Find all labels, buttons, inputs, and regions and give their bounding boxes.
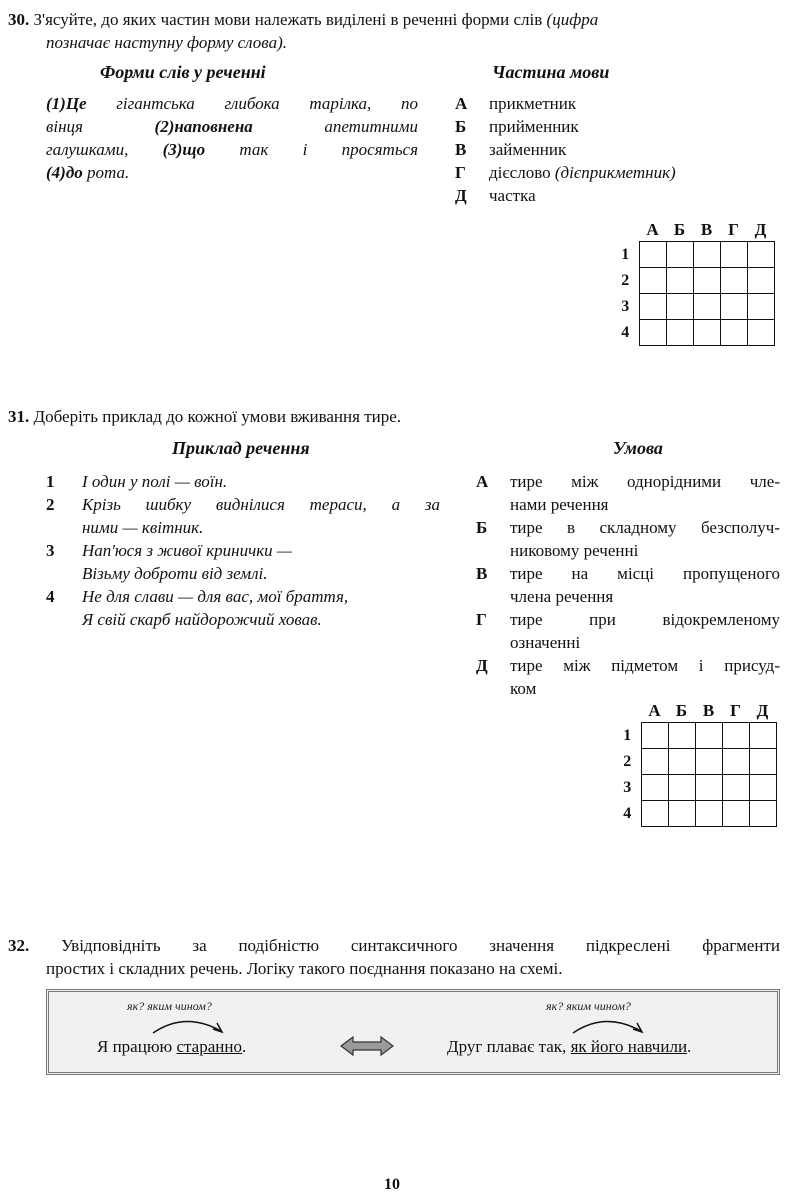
- q30-prompt-note-1: (цифра: [546, 10, 599, 29]
- example-number: 3: [46, 541, 55, 560]
- answer-cell[interactable]: [666, 242, 693, 268]
- answer-cell[interactable]: [695, 723, 722, 749]
- grid-col-header: А: [646, 220, 659, 239]
- q32-prompt: [8, 934, 780, 980]
- answer-cell[interactable]: [720, 268, 747, 294]
- example-line: Нап'юся з живої кринички —: [82, 541, 293, 560]
- condition-letter: Г: [476, 610, 487, 629]
- answer-cell[interactable]: [749, 775, 776, 801]
- answer-cell[interactable]: [693, 268, 720, 294]
- answer-cell[interactable]: [641, 775, 668, 801]
- q31-condition: [476, 654, 780, 700]
- double-arrow-icon: [339, 1035, 395, 1057]
- answer-cell[interactable]: [668, 801, 695, 827]
- q30-option: [455, 184, 676, 207]
- q30-prompt-note-2: позначає наступну форму слова).: [46, 33, 287, 52]
- condition-line: тире в складному безсполуч-: [510, 518, 780, 537]
- grid-col-header: В: [700, 220, 713, 239]
- answer-cell[interactable]: [639, 242, 666, 268]
- q30-answer-grid: [612, 219, 775, 346]
- left-arc-arrow: [147, 1013, 227, 1037]
- left-question: як? яким чином?: [127, 999, 212, 1013]
- q31-example: [46, 585, 446, 631]
- answer-cell[interactable]: [749, 749, 776, 775]
- answer-cell[interactable]: [693, 242, 720, 268]
- left-sentence-end: .: [241, 1037, 247, 1056]
- q32-scheme-box: [46, 989, 780, 1075]
- answer-cell[interactable]: [641, 749, 668, 775]
- answer-cell[interactable]: [639, 320, 666, 346]
- answer-cell[interactable]: [639, 294, 666, 320]
- answer-cell[interactable]: [695, 801, 722, 827]
- grid-row-label: 4: [621, 323, 630, 341]
- q31-left-header: Приклад речення: [172, 438, 310, 458]
- grid-row-label: 3: [623, 778, 632, 796]
- q30-sentence-text: так і просяться: [239, 140, 418, 159]
- q32-prompt-line-2: простих і складних речень. Логіку такого поєднання показано на схемі.: [46, 959, 563, 978]
- page-number: 10: [384, 1176, 400, 1193]
- option-letter: Д: [455, 186, 467, 205]
- q30-sentence-text: рота.: [87, 163, 130, 182]
- q31-prompt-text: Доберіть приклад до кожної умови вживання тире.: [33, 407, 402, 426]
- right-sentence: [447, 1037, 691, 1057]
- q32-prompt-line-1: Увідповідніть за подібністю синтаксичного значення підкреслені фрагменти: [61, 936, 781, 955]
- answer-cell[interactable]: [668, 723, 695, 749]
- grid-col-header: В: [702, 701, 715, 720]
- option-text: дієслово: [489, 163, 551, 182]
- right-sentence-end: .: [687, 1037, 692, 1056]
- q31-examples: [46, 470, 446, 631]
- answer-cell[interactable]: [747, 320, 774, 346]
- answer-cell[interactable]: [749, 801, 776, 827]
- answer-cell[interactable]: [747, 268, 774, 294]
- example-line: Я свій скарб найдорожчий ховав.: [82, 610, 322, 629]
- q30-sentence-text: вінця: [46, 117, 83, 136]
- q31-example: [46, 539, 446, 585]
- grid-col-header: Д: [756, 701, 769, 720]
- answer-cell[interactable]: [747, 242, 774, 268]
- q30-options: [455, 92, 676, 207]
- q31-answer-grid: [614, 700, 777, 827]
- condition-letter: Б: [476, 518, 488, 537]
- option-text: займенник: [489, 140, 567, 159]
- q30-sentence-text: гігантська глибока тарілка, по: [116, 94, 418, 113]
- q31-condition: [476, 562, 780, 608]
- answer-cell[interactable]: [668, 749, 695, 775]
- q30-marked-word-1: (1)Це: [46, 94, 87, 113]
- grid-col-header: Б: [673, 220, 686, 239]
- option-text: прикметник: [489, 94, 577, 113]
- grid-col-header: Г: [728, 220, 739, 239]
- answer-cell[interactable]: [720, 320, 747, 346]
- answer-cell[interactable]: [722, 775, 749, 801]
- example-line: Не для слави — для вас, мої браття,: [82, 587, 349, 606]
- condition-line: тире при відокремленому: [510, 610, 780, 629]
- answer-cell[interactable]: [693, 320, 720, 346]
- answer-cell[interactable]: [695, 749, 722, 775]
- left-underlined: старанно: [176, 1037, 242, 1056]
- condition-letter: В: [476, 564, 488, 583]
- grid-col-header: Г: [730, 701, 741, 720]
- q32-number: 32.: [8, 936, 30, 955]
- answer-cell[interactable]: [722, 723, 749, 749]
- answer-cell[interactable]: [695, 775, 722, 801]
- q31-condition: [476, 516, 780, 562]
- answer-cell[interactable]: [639, 268, 666, 294]
- condition-letter: Д: [476, 656, 488, 675]
- example-line: Крізь шибку виднілися тераси, а за: [82, 495, 440, 514]
- grid-row-label: 4: [623, 804, 632, 822]
- q30-sentence-text: галушками,: [46, 140, 129, 159]
- grid-row-label: 2: [621, 271, 630, 289]
- example-line: ними — квітник.: [82, 518, 204, 537]
- q30-number: 30.: [8, 10, 30, 29]
- condition-line: члена речення: [510, 587, 614, 606]
- grid-col-header: А: [648, 701, 661, 720]
- option-letter: Г: [455, 163, 466, 182]
- condition-line: никовому реченні: [510, 541, 639, 560]
- grid-row-label: 1: [623, 726, 632, 744]
- example-line: Візьму доброти від землі.: [82, 564, 268, 583]
- right-question: як? яким чином?: [546, 999, 631, 1013]
- q31-condition: [476, 608, 780, 654]
- grid-col-header: Д: [754, 220, 767, 239]
- condition-line: нами речення: [510, 495, 609, 514]
- answer-cell[interactable]: [641, 723, 668, 749]
- answer-cell[interactable]: [749, 723, 776, 749]
- grid-row-label: 3: [621, 297, 630, 315]
- right-arc-arrow: [567, 1013, 647, 1037]
- answer-cell[interactable]: [720, 242, 747, 268]
- option-text: прийменник: [489, 117, 579, 136]
- answer-cell[interactable]: [720, 294, 747, 320]
- option-letter: А: [455, 94, 468, 113]
- condition-line: тире на місці пропущеного: [510, 564, 780, 583]
- right-sentence-text: Друг плаває так,: [447, 1037, 571, 1056]
- grid-row-label: 1: [621, 245, 630, 263]
- answer-cell[interactable]: [747, 294, 774, 320]
- q30-prompt-text: З'ясуйте, до яких частин мови належать виділені в реченні форми слів: [33, 10, 543, 29]
- grid-col-header: Б: [675, 701, 688, 720]
- answer-cell[interactable]: [641, 801, 668, 827]
- answer-cell[interactable]: [666, 268, 693, 294]
- q30-option: [455, 138, 676, 161]
- q30-marked-word-3: (3)що: [162, 140, 206, 159]
- example-number: 4: [46, 587, 55, 606]
- answer-cell[interactable]: [666, 320, 693, 346]
- q31-right-header: Умова: [613, 438, 663, 458]
- q30-sentence-text: апетитними: [324, 117, 419, 136]
- option-text: частка: [489, 186, 536, 205]
- q31-number: 31.: [8, 407, 30, 426]
- condition-line: ком: [510, 679, 537, 698]
- q31-prompt: [8, 405, 401, 428]
- left-sentence: [97, 1037, 246, 1057]
- option-letter: В: [455, 140, 467, 159]
- left-sentence-text: Я працюю: [97, 1037, 177, 1056]
- q30-right-header: Частина мови: [492, 62, 610, 82]
- answer-cell[interactable]: [668, 775, 695, 801]
- right-underlined: як його навчили: [570, 1037, 688, 1056]
- q31-conditions: [476, 470, 780, 700]
- q30-option: [455, 92, 676, 115]
- example-number: 1: [46, 472, 55, 491]
- q30-option: [455, 161, 676, 184]
- q30-sentence: [46, 92, 418, 184]
- q31-condition: [476, 470, 780, 516]
- condition-line: тире між підметом і присуд-: [510, 656, 780, 675]
- example-number: 2: [46, 495, 55, 514]
- answer-cell[interactable]: [722, 801, 749, 827]
- example-line: І один у полі — воїн.: [82, 472, 228, 491]
- condition-line: тире між однорідними чле-: [510, 472, 780, 491]
- grid-row-label: 2: [623, 752, 632, 770]
- q30-marked-word-4: (4)до: [46, 163, 83, 182]
- q30-option: [455, 115, 676, 138]
- option-text-extra: (дієприкметник): [554, 163, 676, 182]
- answer-cell[interactable]: [693, 294, 720, 320]
- option-letter: Б: [455, 117, 467, 136]
- answer-cell[interactable]: [666, 294, 693, 320]
- answer-cell[interactable]: [722, 749, 749, 775]
- q31-example: [46, 493, 446, 539]
- q31-example: [46, 470, 446, 493]
- q30-left-header: Форми слів у реченні: [100, 62, 266, 82]
- q30-prompt: [8, 8, 783, 31]
- q30-marked-word-2: (2)наповнена: [154, 117, 253, 136]
- condition-line: означенні: [510, 633, 581, 652]
- condition-letter: А: [476, 472, 489, 491]
